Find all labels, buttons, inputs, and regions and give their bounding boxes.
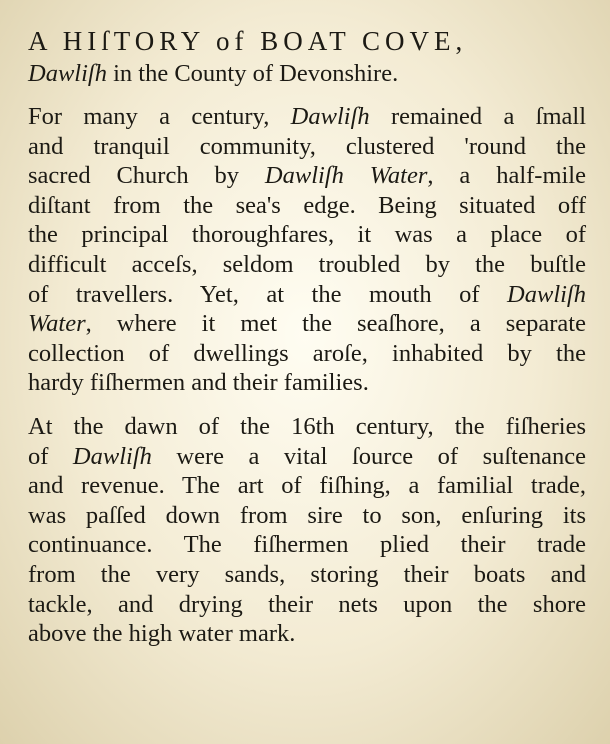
text-span: tackle, and drying their nets upon the shore (28, 590, 586, 618)
paragraph-1 (28, 102, 586, 398)
text-span: At the dawn of the 16th century, the fiſheries (28, 412, 586, 440)
subtitle-place: Dawliſh (28, 60, 107, 87)
subtitle-rest: in the County of Devonshire. (106, 60, 399, 87)
text-span: collection of dwellings aroſe, inhabited by the (28, 339, 586, 367)
text-span: sacred Church by (28, 162, 265, 190)
text-line (28, 220, 586, 250)
text-span: above the high water mark. (28, 620, 296, 648)
text-line (28, 250, 586, 280)
italic-text: Dawliſh (72, 442, 152, 470)
text-span: of (28, 442, 73, 470)
italic-text: Dawliſh (290, 103, 370, 130)
text-line (28, 530, 586, 560)
text-span: from the very sands, storing their boats and (28, 560, 586, 588)
text-line (28, 102, 586, 132)
text-span: and revenue. The art of fiſhing, a familial trade, (28, 472, 586, 500)
text-span: , a half-mile (427, 162, 586, 190)
text-span: remained a ſmall (369, 103, 587, 130)
text-span: and tranquil community, clustered 'round the (28, 132, 586, 160)
text-line (28, 619, 586, 649)
text-span: the principal thoroughfares, it was a place of (28, 221, 586, 249)
text-line (28, 412, 586, 442)
document-title: A HIſTORY of BOAT COVE, (28, 26, 468, 56)
paragraph-2 (28, 412, 586, 649)
text-span: hardy fiſhermen and their families. (28, 369, 369, 397)
text-span: diſtant from the sea's edge. Being situated off (28, 191, 586, 219)
text-line (28, 280, 586, 310)
text-span: difficult acceſs, seldom troubled by the buſtle (28, 250, 586, 278)
text-line (28, 590, 586, 620)
text-line (28, 501, 586, 531)
text-line (28, 309, 586, 339)
text-line (28, 368, 586, 398)
text-line (28, 560, 586, 590)
italic-text: Water (28, 310, 86, 338)
text-line (28, 339, 586, 369)
text-span: of travellers. Yet, at the mouth of (28, 280, 508, 308)
document-subtitle (28, 59, 586, 89)
text-line (28, 442, 586, 472)
italic-text: Dawliſh Water (264, 162, 428, 190)
text-span: was paſſed down from sire to son, enſuring its (28, 501, 586, 529)
text-line (28, 471, 586, 501)
text-line (28, 161, 586, 191)
text-line (28, 191, 586, 221)
text-span: , where it met the seaſhore, a separate (85, 310, 586, 338)
text-line (28, 132, 586, 162)
text-span: For many a century, (28, 103, 291, 130)
text-span: were a vital ſource of suſtenance (151, 442, 586, 470)
text-span: continuance. The fiſhermen plied their trade (28, 531, 586, 559)
italic-text: Dawliſh (507, 280, 586, 308)
